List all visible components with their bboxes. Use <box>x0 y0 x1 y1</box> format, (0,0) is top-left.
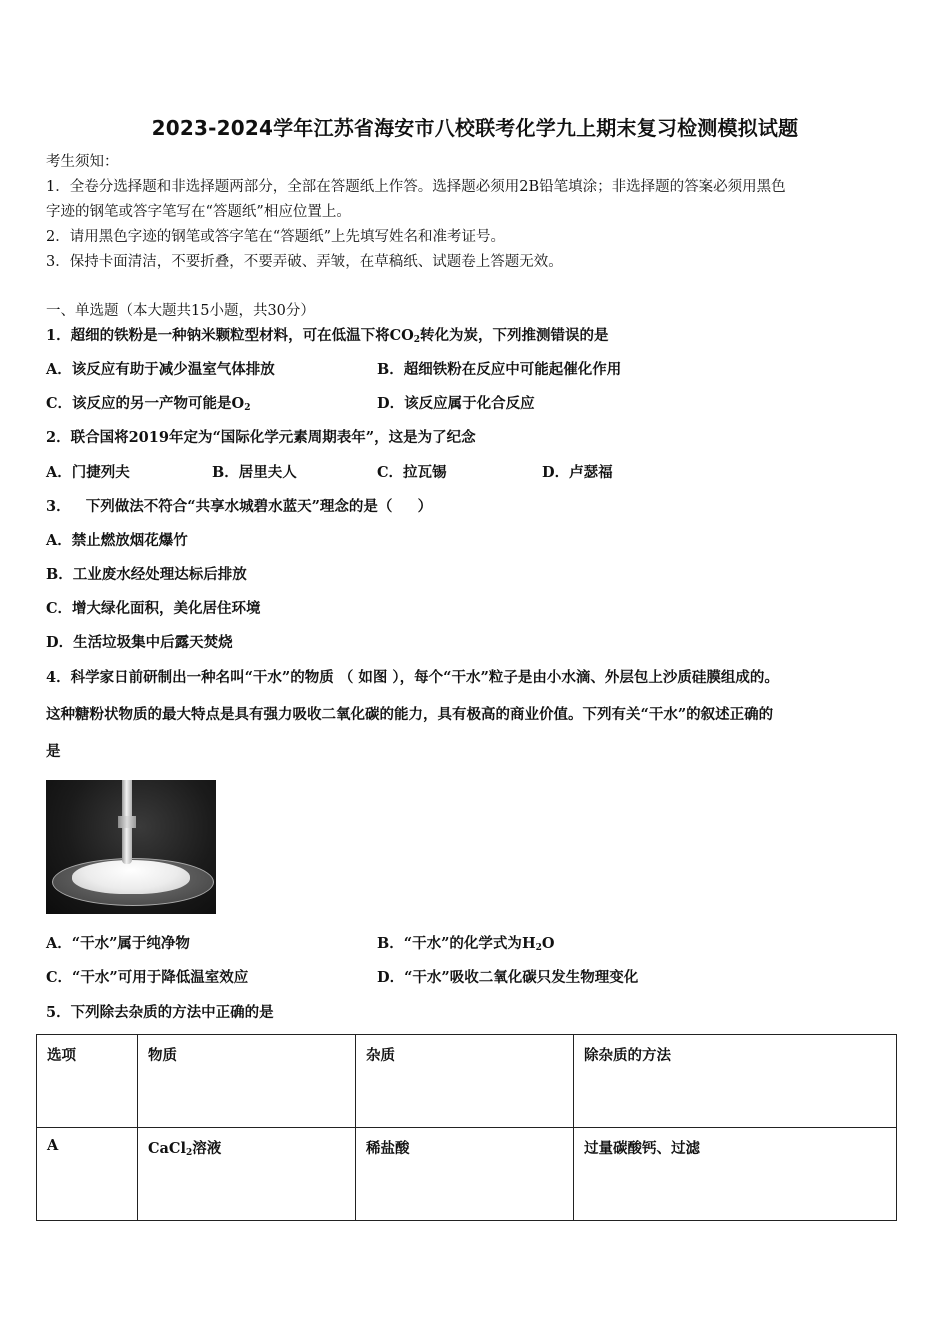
table-header-row <box>37 1035 897 1128</box>
cell-option: A <box>37 1128 138 1221</box>
impurity-table <box>36 1034 897 1221</box>
powder-pile <box>72 860 190 894</box>
q1-option-d: D．该反应属于化合反应 <box>377 395 535 412</box>
q3-stem: 3． 下列做法不符合“共享水城碧水蓝天”理念的是（ ） <box>46 498 433 515</box>
q3-option-b: B．工业废水经处理达标后排放 <box>46 566 247 583</box>
q2-option-a: A．门捷列夫 <box>46 464 130 481</box>
q1-option-c: C．该反应的另一产物可能是$O_2$ <box>46 395 251 413</box>
header-impurity: 杂质 <box>356 1035 574 1128</box>
cell-method: 过量碳酸钙、过滤 <box>574 1128 897 1221</box>
table-row <box>37 1128 897 1221</box>
q1-option-a: A．该反应有助于减少温室气体排放 <box>46 361 275 378</box>
notice-heading: 考生须知： <box>46 154 119 170</box>
q2-stem: 2．联合国将2019年定为“国际化学元素周期表年”，这是为了纪念 <box>46 429 476 446</box>
q5-stem: 5．下列除去杂质的方法中正确的是 <box>46 1004 274 1021</box>
q3-option-a: A．禁止燃放烟花爆竹 <box>46 532 188 549</box>
q2-option-d: D．卢瑟福 <box>542 464 613 481</box>
q3-option-d: D．生活垃圾集中后露天焚烧 <box>46 634 233 651</box>
q2-option-b: B．居里夫人 <box>212 464 297 481</box>
q2-option-c: C．拉瓦锡 <box>377 464 447 481</box>
header-option: 选项 <box>37 1035 138 1128</box>
notice-line-1b: 字迹的钢笔或答字笔写在“答题纸”相应位置上。 <box>46 204 351 220</box>
cell-substance: CaCl$_2$溶液 <box>138 1128 356 1221</box>
q4-stem-line-3: 是 <box>46 743 61 760</box>
cell-impurity: 稀盐酸 <box>356 1128 574 1221</box>
page-title: 2023-2024学年江苏省海安市八校联考化学九上期末复习检测模拟试题 <box>151 116 799 140</box>
q4-stem-line-1: 4．科学家日前研制出一种名叫“干水”的物质 （ 如图 ），每个“干水”粒子是由小水滴、外层包上沙质硅膜组成的。 <box>46 669 779 686</box>
header-method: 除杂质的方法 <box>574 1035 897 1128</box>
q3-option-c: C．增大绿化面积，美化居住环境 <box>46 600 261 617</box>
notice-line-3: 3．保持卡面清洁，不要折叠，不要弄破、弄皱，在草稿纸、试题卷上答题无效。 <box>46 254 563 270</box>
notice-line-2: 2．请用黑色字迹的钢笔或答字笔在“答题纸”上先填写姓名和准考证号。 <box>46 229 506 245</box>
header-substance: 物质 <box>138 1035 356 1128</box>
q1-option-b: B．超细铁粉在反应中可能起催化作用 <box>377 361 622 378</box>
notice-line-1a: 1．全卷分选择题和非选择题两部分，全部在答题纸上作答。选择题必须用2B铅笔填涂；非选择题的答案必须用黑色 <box>46 179 786 195</box>
dry-water-photo <box>46 780 216 914</box>
dispenser-joint <box>118 816 136 828</box>
q1-stem: 1．超细的铁粉是一种钠米颗粒型材料，可在低温下将$CO_2$转化为炭，下列推测错误的是 <box>46 327 609 345</box>
q4-option-a: A．“干水”属于纯净物 <box>46 935 190 952</box>
q4-option-c: C．“干水”可用于降低温室效应 <box>46 969 249 986</box>
q4-option-b: B．“干水”的化学式为$H_2O$ <box>377 935 555 953</box>
section-heading: 一、单选题（本大题共15小题，共30分） <box>46 303 315 319</box>
q4-stem-line-2: 这种糖粉状物质的最大特点是具有强力吸收二氧化碳的能力，具有极高的商业价值。下列有关“干水”的叙述正确的 <box>46 706 774 723</box>
q4-option-d: D．“干水”吸收二氧化碳只发生物理变化 <box>377 969 639 986</box>
